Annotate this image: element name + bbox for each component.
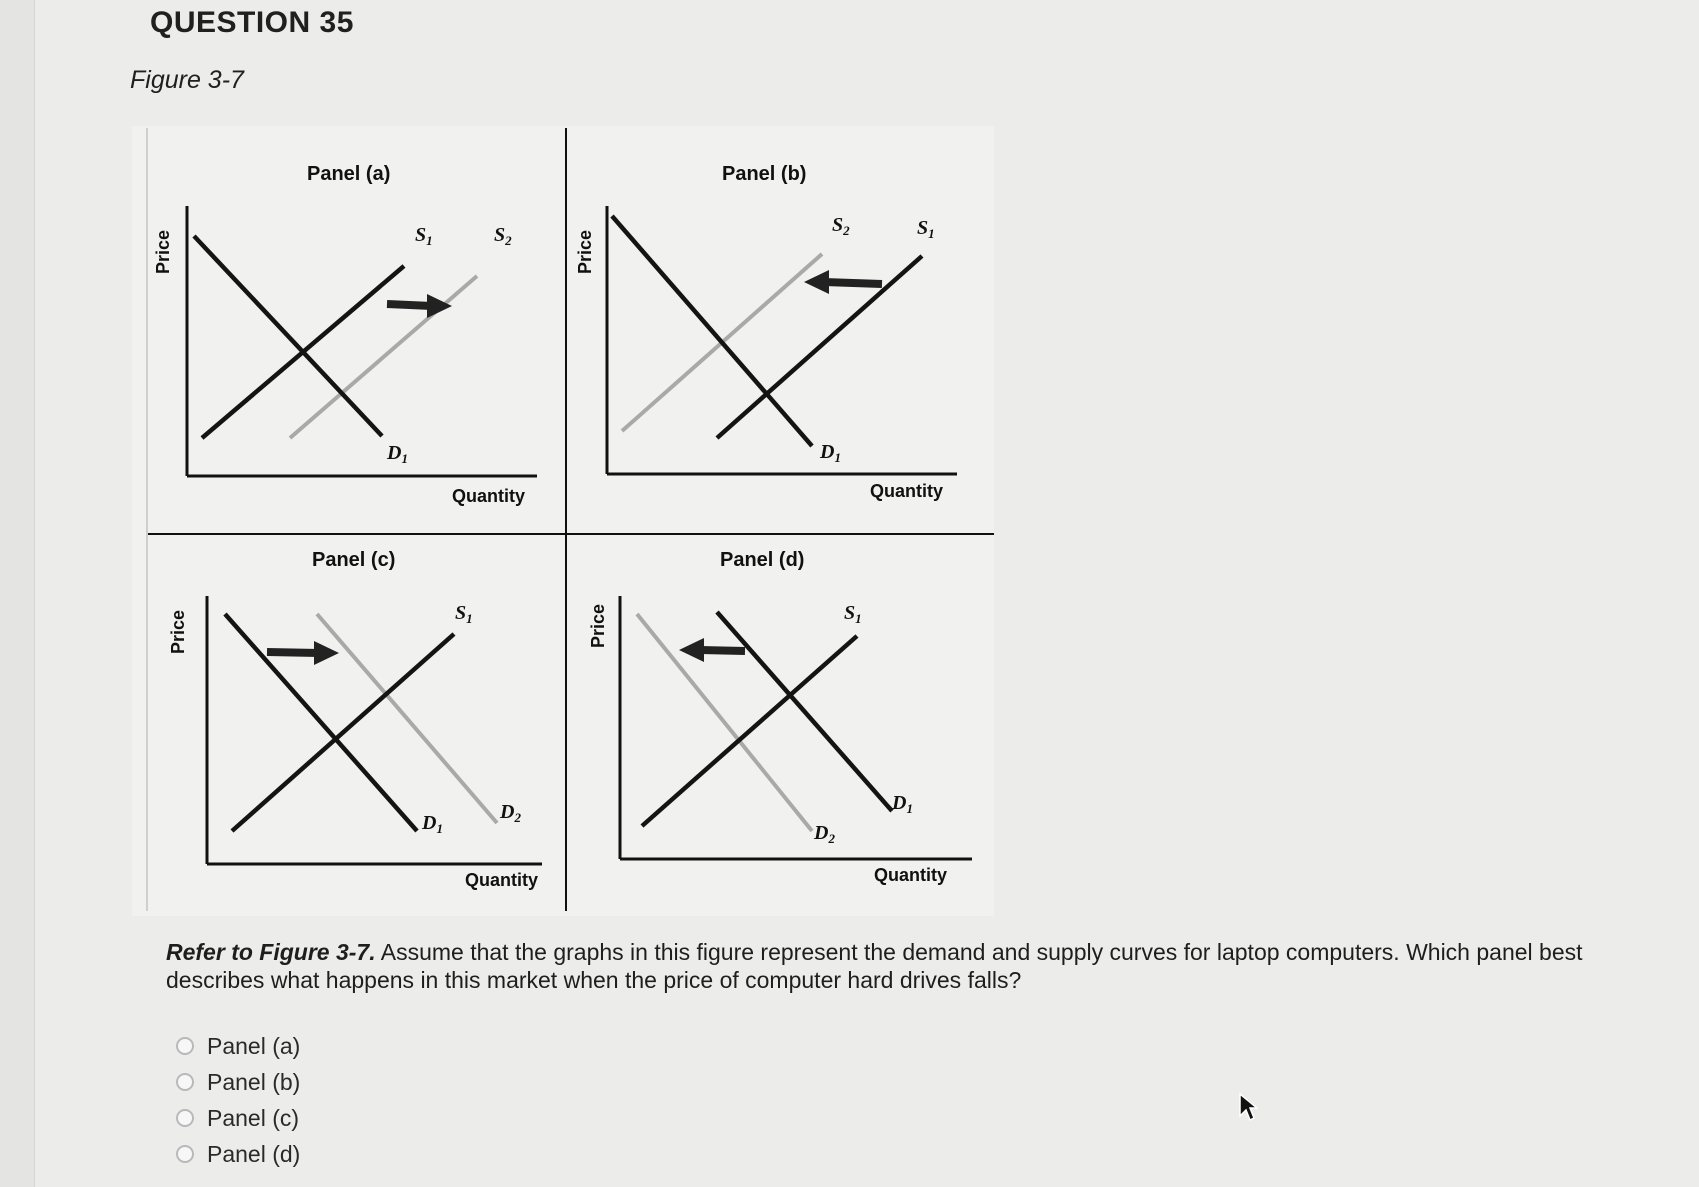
figure-3-7: [132, 126, 994, 916]
panel-a-shift-arrow: [387, 304, 432, 306]
panel-c-price-label: Price: [168, 609, 188, 654]
panel-b-title: Panel (b): [722, 163, 807, 185]
mouse-pointer-icon: [1238, 1092, 1258, 1127]
panel-c-shift-arrow: [267, 652, 319, 653]
panel-b-price-label: Price: [575, 229, 595, 274]
panel-a: [153, 163, 537, 506]
panel-a-demand-d1: [194, 236, 382, 436]
option-panel-b[interactable]: [176, 1064, 300, 1100]
option-panel-b-label: Panel (b): [207, 1068, 301, 1095]
question-text: [166, 938, 1606, 994]
question-header: QUESTION 35: [150, 6, 354, 39]
option-panel-c-label: Panel (c): [207, 1104, 300, 1131]
panel-a-quantity-label: Quantity: [452, 486, 526, 506]
panel-d-supply-s1: [642, 636, 857, 826]
radio-panel-a[interactable]: [176, 1037, 194, 1055]
panel-c-shift-arrowhead: [314, 641, 339, 665]
panel-d-label-d1: $D_1$: [892, 792, 913, 816]
option-panel-d[interactable]: [176, 1136, 300, 1172]
option-panel-a-label: Panel (a): [207, 1032, 301, 1059]
left-page-strip: [0, 0, 35, 1187]
panel-a-label-s2: $S_2$: [494, 224, 512, 248]
radio-panel-d[interactable]: [176, 1145, 194, 1163]
panel-a-shift-arrowhead: [427, 294, 452, 318]
panel-d: [588, 549, 972, 885]
panel-b: [575, 163, 957, 501]
panel-c-label-s1: $S_1$: [455, 602, 473, 626]
panel-d-label-s1: $S_1$: [844, 602, 862, 626]
panel-b-shift-arrowhead: [804, 270, 829, 294]
panel-d-title: Panel (d): [720, 549, 805, 571]
panel-c-demand-d2: [317, 614, 497, 823]
panel-c: [168, 549, 542, 890]
panel-d-price-label: Price: [588, 603, 608, 648]
panel-a-title: Panel (a): [307, 163, 391, 185]
panel-a-label-s1: $S_1$: [415, 224, 433, 248]
panel-d-shift-arrowhead: [679, 638, 704, 662]
panel-b-shift-arrow: [824, 282, 882, 284]
figure-reference: Refer to Figure 3-7.: [166, 939, 376, 965]
radio-panel-b[interactable]: [176, 1073, 194, 1091]
panel-a-supply-s2: [290, 276, 477, 438]
panel-a-price-label: Price: [153, 229, 173, 274]
panel-a-label-d1: $D_1$: [387, 442, 408, 466]
panel-d-shift-arrow: [700, 650, 745, 651]
question-body: Assume that the graphs in this figure represent the demand and supply curves for laptop computers. Which panel best describes what happens in this market when the price of computer hard drives falls?: [166, 939, 1583, 993]
radio-panel-c[interactable]: [176, 1109, 194, 1127]
figure-svg: [132, 126, 994, 916]
option-panel-c[interactable]: [176, 1100, 300, 1136]
answer-options: [176, 1028, 300, 1172]
panel-c-label-d1: $D_1$: [422, 812, 443, 836]
panel-d-demand-d1: [717, 612, 892, 811]
panel-b-label-s2: $S_2$: [832, 214, 850, 238]
figure-label: Figure 3-7: [130, 66, 244, 94]
panel-b-quantity-label: Quantity: [870, 481, 944, 501]
panel-b-label-s1: $S_1$: [917, 217, 935, 241]
option-panel-d-label: Panel (d): [207, 1140, 301, 1167]
panel-d-label-d2: $D_2$: [814, 822, 835, 846]
panel-c-label-d2: $D_2$: [500, 801, 521, 825]
panel-c-title: Panel (c): [312, 549, 396, 571]
panel-b-label-d1: $D_1$: [820, 441, 841, 465]
panel-d-quantity-label: Quantity: [874, 865, 948, 885]
panel-c-quantity-label: Quantity: [465, 870, 539, 890]
option-panel-a[interactable]: [176, 1028, 300, 1064]
